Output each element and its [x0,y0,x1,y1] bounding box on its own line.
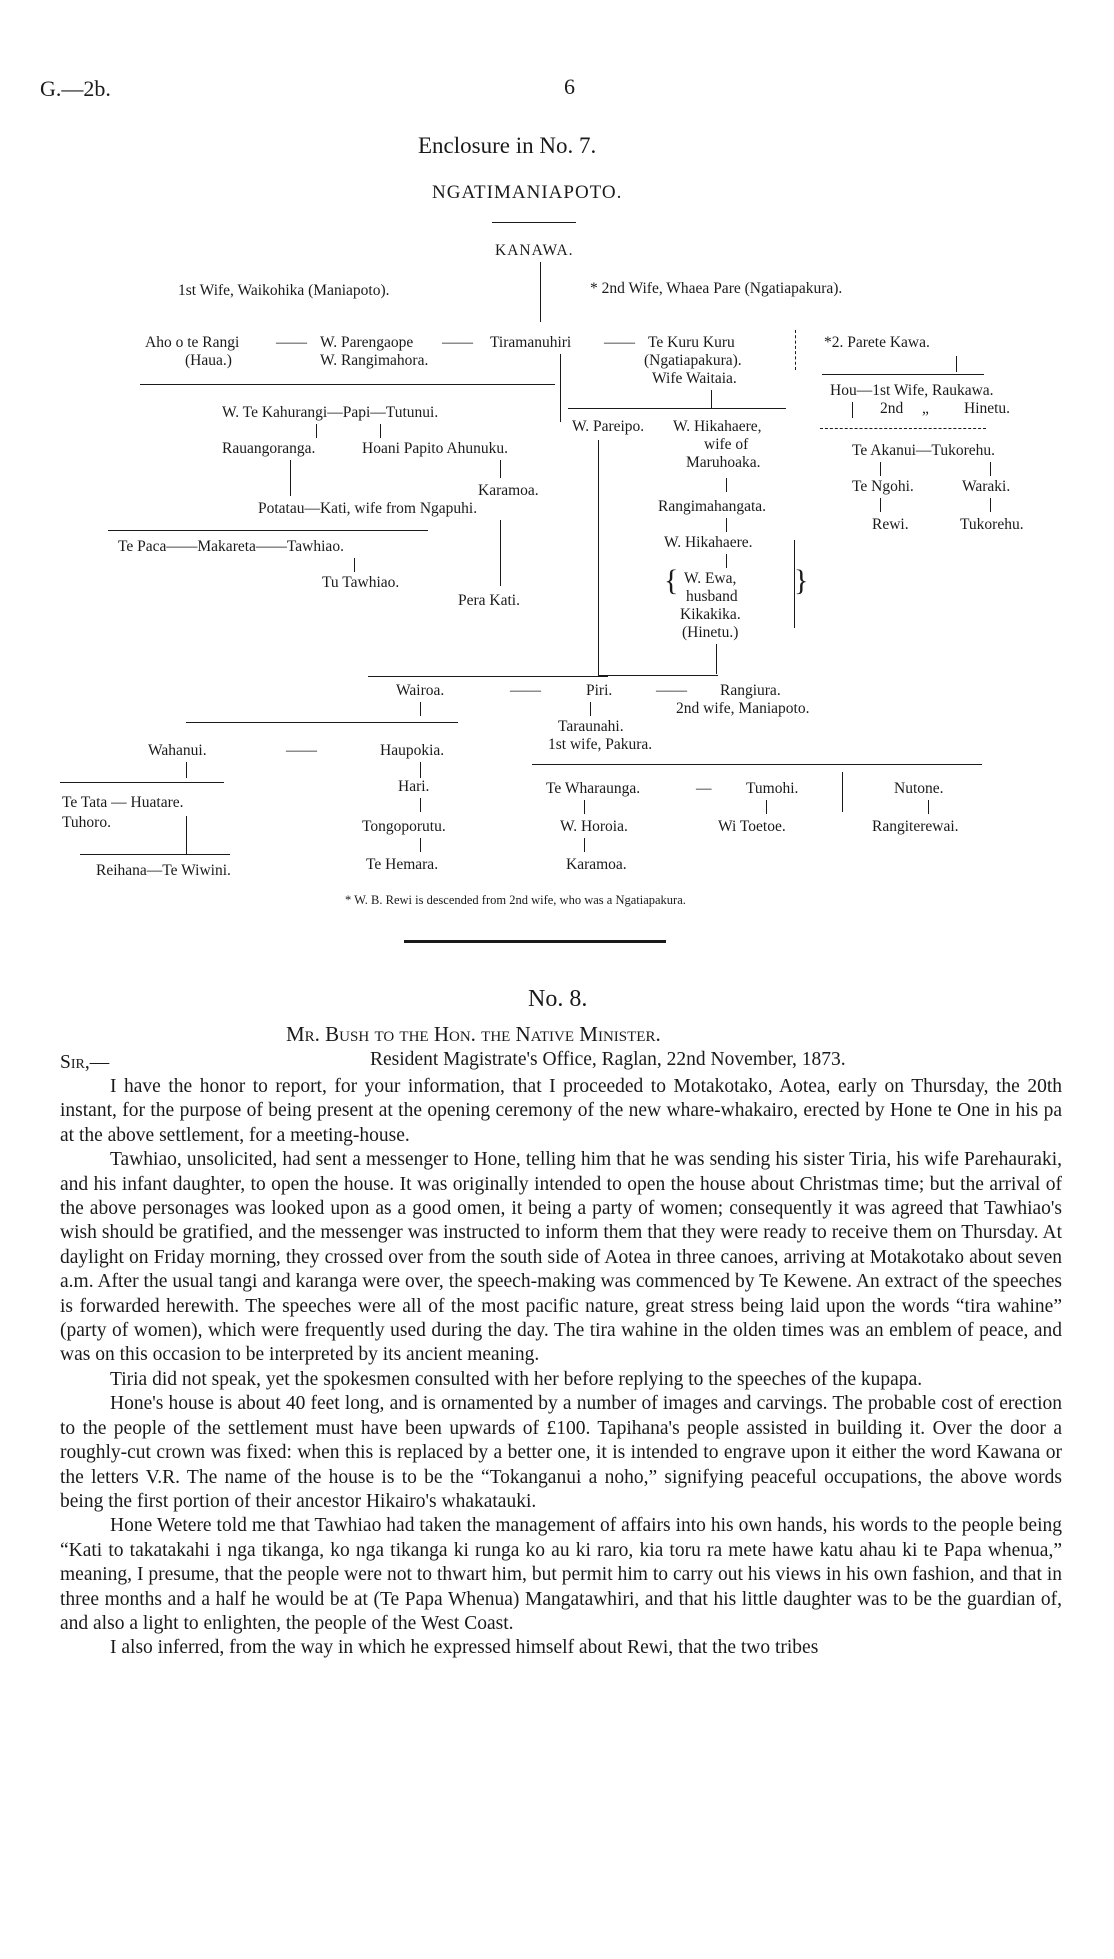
tree-line [380,424,381,438]
reihana: Reihana—Te Wiwini. [96,862,231,879]
tree-line [598,440,599,676]
tree-line [186,762,187,778]
hoani-papito: Hoani Papito Ahunuku. [362,440,508,457]
tree-line [186,722,458,723]
paragraph-2: Tawhiao, unsolicited, had sent a messenger to Hone, telling him that he was sending his sister Tiria, his wife Parehauraki, and his infant daughter, to open the house. It was originally intended to open the house about Christmas time; but the arrival of the above personages was looked upon as a good omen, it being a party of women; consequently it was agreed that Tawhiao's wish should be gratified, and the messenger was instructed to inform them that they were ready to receive them on Thursday. At daylight on Friday morning, they crossed over from the south side of Aotea in three canoes, arriving at Motakotako about seven a.m. After the usual tangi and karanga were over, the speech-making was commenced by Te Kewene. An extract of the speeches is forwarded herewith. The speeches were all of the most pacific nature, great stress being laid upon the words “tira wahine” (party of women), which were frequently used during the day. The tira wahine in the olden times was an emblem of peace, and was on this occasion to be interpreted by its ancient meaning. [60,1149,1062,1366]
tree-line [766,800,767,814]
section-rule [404,940,666,943]
tree-line [716,644,717,674]
tree-line [795,330,796,370]
piri: Piri. [586,682,613,699]
tree-line [711,390,712,408]
tumohi: Tumohi. [746,780,799,797]
rangimahora: W. Rangimahora. [320,352,429,369]
te-kuru-kuru: Te Kuru Kuru [648,334,735,351]
tree-line [140,384,555,385]
tuhoro: Tuhoro. [62,814,111,831]
tree-line [568,408,786,409]
tongoporutu: Tongoporutu. [362,818,446,835]
tree-line [726,478,727,492]
root-name: KANAWA. [495,242,574,259]
document-reference: G.—2b. [40,76,111,101]
tree-line [354,558,355,572]
tree-line [880,498,881,512]
dash: —— [442,334,473,351]
tree-line [584,800,585,814]
tree-line [990,498,991,512]
pera-kati: Pera Kati. [458,592,520,609]
letter-number: No. 8. [528,986,588,1012]
kikakika: Kikakika. [680,606,741,623]
tu-tawhiao: Tu Tawhiao. [322,574,400,591]
te-kahurangi: W. Te Kahurangi—Papi—Tutunui. [222,404,439,421]
w-ewa: W. Ewa, [684,570,737,587]
waraki: Waraki. [962,478,1011,495]
salutation: Sir,— [60,1052,110,1073]
tree-line [290,460,291,496]
letter-address: Resident Magistrate's Office, Raglan, 22nd November, 1873. [370,1049,846,1070]
potatau: Potatau—Kati, wife from Ngapuhi. [258,500,478,517]
tree-line [420,702,421,716]
second-label: 2nd [880,400,904,417]
aho-o-te-rangi: Aho o te Rangi [145,334,240,351]
taraunahi: Taraunahi. [558,718,624,735]
rangimahangata: Rangimahangata. [658,498,767,515]
tree-line [598,675,718,676]
tree-line [80,854,230,855]
paragraph-3: Tiria did not speak, yet the spokesmen consulted with her before replying to the speeches of the kupapa. [110,1368,923,1390]
first-wife: 1st Wife, Waikohika (Maniapoto). [178,282,390,299]
wahanui: Wahanui. [148,742,207,759]
tree-line [584,838,585,852]
tree-line [560,354,561,422]
dash: —— [510,682,541,699]
tree-line [956,356,957,372]
tree-line [108,530,428,531]
nutone: Nutone. [894,780,944,797]
w-horoia: W. Horoia. [560,818,628,835]
rauangoranga: Rauangoranga. [222,440,316,457]
tree-line [990,462,991,476]
dash: —— [286,742,317,759]
tree-line [420,798,421,812]
brace: } [794,564,809,597]
tree-line [368,676,608,677]
first-wife-pakura: 1st wife, Pakura. [548,736,653,753]
tree-line [540,262,541,322]
dash: —— [604,334,635,351]
hinetu: Hinetu. [964,400,1011,417]
karamoa-2: Karamoa. [566,856,627,873]
ngatiapakura: (Ngatiapakura). [644,352,742,369]
wife-of: wife of [704,436,749,453]
te-paca: Te Paca——Makareta——Tawhiao. [118,538,344,555]
tree-line [420,762,421,778]
tree-line [60,782,224,783]
hikahaere: W. Hikahaere, [673,418,762,435]
tree-line [186,816,187,854]
wife-waitaia: Wife Waitaia. [652,370,737,387]
tree-line [500,460,501,478]
husband: husband [686,588,738,605]
tiramanuhiri: Tiramanuhiri [490,334,572,351]
second-wife-maniapoto: 2nd wife, Maniapoto. [676,700,810,717]
karamoa: Karamoa. [478,482,539,499]
enclosure-title: Enclosure in No. 7. [418,133,597,158]
wi-toetoe: Wi Toetoe. [718,818,786,835]
letter-heading: Mr. Bush to the Hon. the Native Minister. [286,1022,661,1046]
rangiterewai: Rangiterewai. [872,818,959,835]
pareipo: W. Pareipo. [572,418,645,435]
tree-line [420,838,421,852]
tree-line [316,424,317,438]
ditto-mark: „ [922,400,929,417]
te-tata: Te Tata — Huatare. [62,794,184,811]
wairoa: Wairoa. [396,682,445,699]
te-hemara: Te Hemara. [366,856,439,873]
second-wife: * 2nd Wife, Whaea Pare (Ngatiapakura). [590,280,843,297]
parete-kawa: *2. Parete Kawa. [824,334,930,351]
hou: Hou—1st Wife, Raukawa. [830,382,994,399]
maruhoaka: Maruhoaka. [686,454,761,471]
hinetu-paren: (Hinetu.) [682,624,739,641]
tree-line [532,764,982,765]
paragraph-4: Hone's house is about 40 feet long, and is ornamented by a number of images and carvings. The probable cost of erection to the people of the settlement must have been upwards of £100. Tapihana's people assisted in building it. Over the door a roughly-cut crown was fixed: when this is replaced by a better one, it is intended to engrave upon it either the word Kawana or the letters V.R. The name of the house is to be the “Tokanganui a noho,” signifying peaceful occupations, the above words being the first portion of their ancestor Hikairo's whakatauki. [60,1393,1062,1512]
tukorehu: Tukorehu. [960,516,1024,533]
subtitle-rule [492,222,576,223]
haupokia: Haupokia. [380,742,445,759]
tree-line [842,772,843,812]
dash: —— [276,334,307,351]
te-akanui: Te Akanui—Tukorehu. [852,442,996,459]
tree-line [726,518,727,532]
paragraph-5: Hone Wetere told me that Tawhiao had taken the management of affairs into his own hands, his words to the people being “Kati to takatakahi i nga tikanga, ko nga tikanga ki runga ko au ki raro, kia toru ra mete hawe katu ahau ki te Papa whenua,” meaning, I presume, that the people were not to thwart him, but permit him to carry out his views in his own fashion, and that in three months and a half he would be at (Te Papa Whenua) Mangatawhiri, and that his little daughter was to be the guardian of, and also a light to enlighten, the people of the West Coast. [60,1515,1062,1634]
hari: Hari. [398,778,430,795]
tree-footnote: * W. B. Rewi is descended from 2nd wife, who was a Ngatiapakura. [345,893,686,907]
haua: (Haua.) [185,352,232,369]
tree-line [726,554,727,568]
paragraph-1: I have the honor to report, for your information, that I proceeded to Motakotako, Aotea, early on Thursday, the 20th instant, for the purpose of being present at the opening ceremony of the new whare-whakairo, erected by Hone te One in his pa at the above settlement, for a meeting-house. [60,1076,1062,1146]
parengaope: W. Parengaope [320,334,414,351]
tree-line [820,428,986,429]
dash: —— [656,682,687,699]
page-number: 6 [564,74,575,99]
tree-line [852,402,853,418]
rangiura: Rangiura. [720,682,781,699]
brace: { [664,564,679,597]
enclosure-subtitle: NGATIMANIAPOTO. [432,182,623,203]
tree-line [500,520,501,586]
tree-line [590,702,591,716]
te-ngohi: Te Ngohi. [852,478,914,495]
tree-line [928,800,929,814]
paragraph-6: I also inferred, from the way in which he expressed himself about Rewi, that the two tribes [110,1637,819,1659]
dash: — [696,780,712,797]
tree-line [822,374,984,375]
rewi: Rewi. [872,516,909,533]
te-wharaunga: Te Wharaunga. [546,780,641,797]
hikahaere-2: W. Hikahaere. [664,534,753,551]
letter-body [60,1075,1062,1661]
tree-line [880,462,881,476]
